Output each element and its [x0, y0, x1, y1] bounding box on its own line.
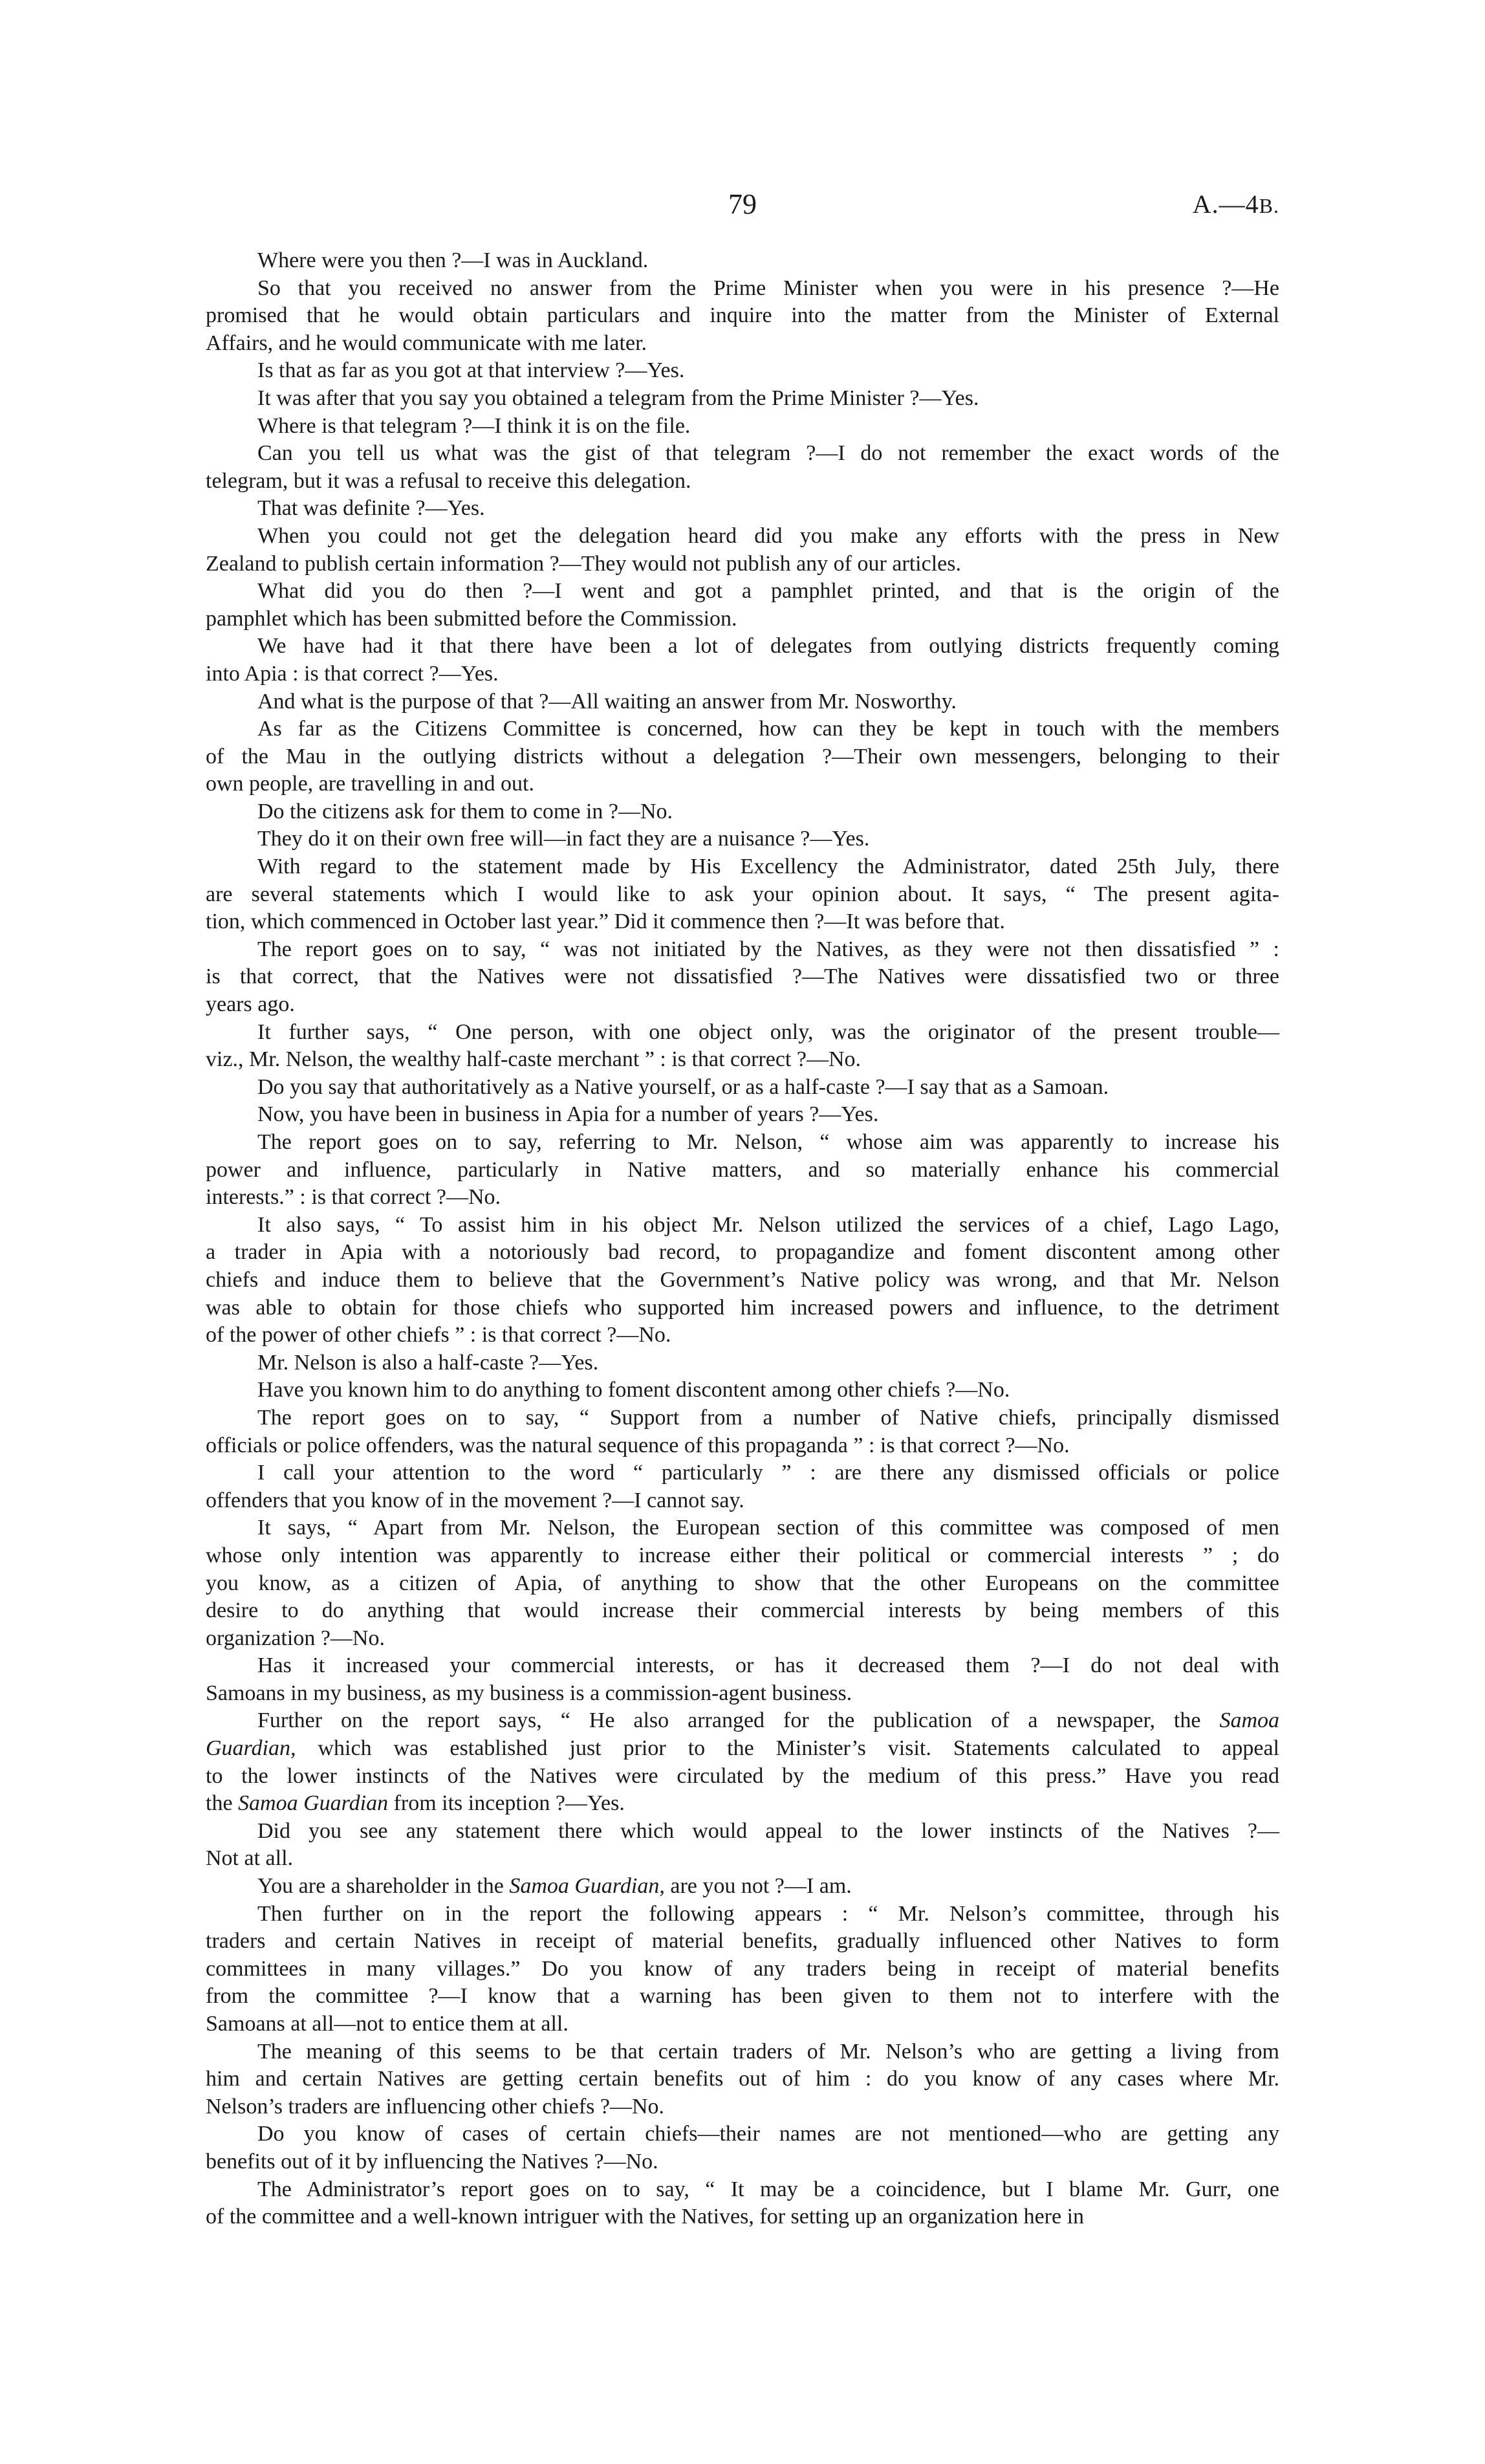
text-line: [206, 1157, 1279, 1184]
text-run: The meaning of this seems to be that certain traders of Mr. Nelson’s who are getting a living from: [257, 2039, 1279, 2064]
paragraph: [206, 357, 1279, 385]
text-run: Has it increased your commercial interests, or has it decreased them ?—I do not deal with: [257, 1653, 1279, 1678]
text-line: [206, 1542, 1279, 1570]
text-line: [206, 2176, 1279, 2204]
text-run: So that you received no answer from the Prime Minister when you were in his presence ?—He: [257, 276, 1279, 300]
text-line: [206, 853, 1279, 881]
text-run: We have had it that there have been a lot of delegates from outlying districts frequently coming: [257, 634, 1279, 659]
paragraph: [206, 1101, 1279, 1129]
text-line: [206, 2066, 1279, 2093]
paragraph: [206, 413, 1279, 441]
text-run: Where is that telegram ?—I think it is on the file.: [257, 413, 691, 438]
paragraph: [206, 688, 1279, 716]
paragraph: [206, 1074, 1279, 1102]
text-run: Mr. Nelson is also a half-caste ?—Yes.: [257, 1350, 599, 1375]
text-run: pamphlet which has been submitted before the Commission.: [206, 606, 737, 631]
text-line: [206, 2038, 1279, 2066]
paragraph: [206, 578, 1279, 633]
text-run: committees in many villages.” Do you know of any traders being in receipt of material benefits: [206, 1956, 1279, 1981]
text-line: [206, 2093, 1279, 2121]
text-line: [206, 247, 1279, 275]
text-run: It further says, “ One person, with one object only, was the originator of the present trouble—: [257, 1019, 1279, 1044]
text-run: It was after that you say you obtained a telegram from the Prime Minister ?—Yes.: [257, 386, 979, 410]
paragraph: [206, 1404, 1279, 1459]
text-line: [206, 1404, 1279, 1432]
text-run: was able to obtain for those chiefs who supported him increased powers and influence, to the detriment: [206, 1295, 1279, 1320]
text-run: interests.” : is that correct ?—No.: [206, 1185, 501, 1210]
text-line: [206, 551, 1279, 578]
text-run: What did you do then ?—I went and got a pamphlet printed, and that is the origin of the: [257, 579, 1279, 604]
text-run: promised that he would obtain particulars and inquire into the matter from the Minister of External: [206, 303, 1279, 328]
paragraph: [206, 1019, 1279, 1074]
text-run: The Administrator’s report goes on to say, “ It may be a coincidence, but I blame Mr. Gurr, one: [257, 2177, 1279, 2201]
paper-reference: [1193, 189, 1279, 219]
text-run: are you not ?—I am.: [664, 1874, 852, 1899]
text-line: [206, 1322, 1279, 1349]
text-run: Then further on in the report the following appears : “ Mr. Nelson’s committee, through his: [257, 1901, 1279, 1926]
text-line: [206, 1514, 1279, 1542]
text-line: [206, 1818, 1279, 1846]
text-run: You are a shareholder in the: [257, 1874, 510, 1899]
text-line: [206, 275, 1279, 303]
text-line: [206, 633, 1279, 660]
text-run: desire to do anything that would increase their commercial interests by being members of this: [206, 1598, 1279, 1623]
text-run: are several statements which I would like to ask your opinion about. It says, “ The present agita-: [206, 882, 1279, 906]
paragraph: [206, 440, 1279, 495]
text-run: benefits out of it by influencing the Natives ?—No.: [206, 2149, 658, 2174]
text-run: traders and certain Natives in receipt of material benefits, gradually influenced other Natives to form: [206, 1929, 1279, 1954]
text-line: [206, 1845, 1279, 1873]
paragraph: [206, 523, 1279, 578]
text-line: [206, 1487, 1279, 1515]
text-line: [206, 1928, 1279, 1956]
paragraph: [206, 1377, 1279, 1404]
paragraph: [206, 247, 1279, 275]
text-run: from its inception ?—Yes.: [388, 1791, 625, 1816]
text-run: Have you known him to do anything to foment discontent among other chiefs ?—No.: [257, 1378, 1010, 1402]
text-line: [206, 1901, 1279, 1928]
text-run: power and influence, particularly in Native matters, and so materially enhance his commercial: [206, 1157, 1279, 1182]
text-line: [206, 578, 1279, 605]
text-run: officials or police offenders, was the natural sequence of this propaganda ” : is that correct ?—No.: [206, 1433, 1070, 1457]
text-line: [206, 1625, 1279, 1653]
text-line: [206, 1349, 1279, 1377]
paragraph: [206, 798, 1279, 826]
text-run: tion, which commenced in October last year.” Did it commence then ?—It was before that.: [206, 910, 1005, 934]
text-line: [206, 1680, 1279, 1708]
text-line: [206, 495, 1279, 523]
paragraph: [206, 495, 1279, 523]
text-run: of the committee and a well-known intriguer with the Natives, for setting up an organization here in: [206, 2205, 1085, 2229]
paragraph: [206, 1514, 1279, 1652]
text-line: [206, 770, 1279, 798]
text-run: Samoans at all—not to entice them at all.: [206, 2012, 569, 2036]
paragraph: [206, 633, 1279, 688]
paragraph: [206, 2121, 1279, 2175]
paragraph: [206, 1901, 1279, 2038]
text-line: [206, 523, 1279, 551]
italic-text: Samoa Guardian: [238, 1791, 389, 1816]
text-run: which was established just prior to the Minister’s visit. Statements calculated to appeal: [296, 1736, 1279, 1761]
italic-text: Samoa Guardian,: [509, 1874, 665, 1899]
text-line: [206, 1184, 1279, 1212]
text-line: [206, 1432, 1279, 1460]
text-line: [206, 825, 1279, 853]
text-run: is that correct, that the Natives were not dissatisfied ?—The Natives were dissatisfied two or three: [206, 965, 1279, 989]
text-run: own people, are travelling in and out.: [206, 772, 534, 796]
page-number: 79: [728, 188, 757, 220]
document-body: [206, 247, 1279, 2231]
text-run: When you could not get the delegation heard did you make any efforts with the press in New: [257, 523, 1279, 548]
text-run: a trader in Apia with a notoriously bad record, to propagandize and foment discontent among other: [206, 1240, 1279, 1265]
text-line: [206, 1570, 1279, 1598]
text-run: into Apia : is that correct ?—Yes.: [206, 661, 499, 686]
text-run: Affairs, and he would communicate with me later.: [206, 331, 647, 355]
italic-text: Samoa: [1219, 1708, 1279, 1733]
text-line: [206, 1074, 1279, 1102]
text-line: [206, 1597, 1279, 1625]
text-run: years ago.: [206, 992, 295, 1017]
text-line: [206, 715, 1279, 743]
paragraph: [206, 1129, 1279, 1212]
text-line: [206, 1019, 1279, 1047]
paragraph: [206, 1707, 1279, 1817]
text-line: [206, 440, 1279, 468]
text-line: [206, 2121, 1279, 2148]
paragraph: [206, 385, 1279, 413]
text-run: from the committee ?—I know that a warning has been given to them not to interfere with the: [206, 1984, 1279, 2009]
paragraph: [206, 936, 1279, 1019]
text-run: to the lower instincts of the Natives were circulated by the medium of this press.” Have you read: [206, 1763, 1279, 1788]
paragraph: [206, 853, 1279, 936]
text-run: Do the citizens ask for them to come in ?—No.: [257, 799, 673, 823]
text-line: [206, 1046, 1279, 1074]
text-line: [206, 1956, 1279, 1983]
text-line: [206, 936, 1279, 964]
text-line: [206, 357, 1279, 385]
paragraph: [206, 2176, 1279, 2231]
text-run: you know, as a citizen of Apia, of anything to show that the other Europeans on the committee: [206, 1571, 1279, 1595]
text-line: [206, 385, 1279, 413]
text-line: [206, 991, 1279, 1019]
text-run: Did you see any statement there which would appeal to the lower instincts of the Natives ?—: [257, 1818, 1279, 1843]
paragraph: [206, 715, 1279, 798]
paragraph: [206, 1212, 1279, 1349]
text-line: [206, 1212, 1279, 1239]
text-line: [206, 798, 1279, 826]
text-run: Do you say that authoritatively as a Native yourself, or as a half-caste ?—I say that as a Samoan.: [257, 1074, 1109, 1099]
paragraph: [206, 1873, 1279, 1901]
text-line: [206, 963, 1279, 991]
text-run: organization ?—No.: [206, 1626, 385, 1650]
paper-reference-suffix: B.: [1259, 194, 1279, 217]
text-line: [206, 330, 1279, 358]
text-line: [206, 302, 1279, 330]
text-line: [206, 1129, 1279, 1157]
text-line: [206, 660, 1279, 688]
paragraph: [206, 1652, 1279, 1707]
text-line: [206, 1735, 1279, 1763]
text-line: [206, 1707, 1279, 1735]
paper-reference-main: A.—4: [1192, 190, 1259, 219]
paragraph: [206, 1818, 1279, 1873]
text-run: The report goes on to say, “ was not initiated by the Natives, as they were not then dissatisfied ” :: [257, 937, 1279, 961]
paragraph: [206, 275, 1279, 358]
text-run: Where were you then ?—I was in Auckland.: [257, 248, 649, 272]
text-line: [206, 688, 1279, 716]
text-run: Can you tell us what was the gist of that telegram ?—I do not remember the exact words of the: [257, 441, 1279, 466]
text-run: of the power of other chiefs ” : is that correct ?—No.: [206, 1323, 671, 1347]
paragraph: [206, 2038, 1279, 2121]
text-run: With regard to the statement made by His Excellency the Administrator, dated 25th July, there: [257, 855, 1279, 879]
text-line: [206, 1873, 1279, 1901]
text-run: viz., Mr. Nelson, the wealthy half-caste merchant ” : is that correct ?—No.: [206, 1047, 862, 1072]
text-run: Do you know of cases of certain chiefs—their names are not mentioned—who are getting any: [257, 2122, 1279, 2146]
text-line: [206, 605, 1279, 633]
text-run: That was definite ?—Yes.: [257, 496, 485, 521]
text-run: It says, “ Apart from Mr. Nelson, the European section of this committee was composed of men: [257, 1516, 1279, 1540]
text-run: And what is the purpose of that ?—All waiting an answer from Mr. Nosworthy.: [257, 689, 957, 714]
text-line: [206, 1763, 1279, 1791]
text-run: whose only intention was apparently to increase either their political or commercial interests ” ; do: [206, 1543, 1279, 1567]
text-run: The report goes on to say, referring to Mr. Nelson, “ whose aim was apparently to increase his: [257, 1130, 1279, 1154]
text-line: [206, 1267, 1279, 1294]
text-run: I call your attention to the word “ particularly ” : are there any dismissed officials or police: [257, 1461, 1279, 1485]
text-run: Further on the report says, “ He also arranged for the publication of a newspaper, the: [257, 1708, 1220, 1733]
text-line: [206, 881, 1279, 909]
text-run: It also says, “ To assist him in his object Mr. Nelson utilized the services of a chief, Lago Lago,: [257, 1212, 1279, 1237]
paragraph: [206, 825, 1279, 853]
text-run: Not at all.: [206, 1846, 294, 1871]
text-line: [206, 743, 1279, 771]
text-run: Zealand to publish certain information ?—They would not publish any of our articles.: [206, 551, 961, 576]
text-line: [206, 2011, 1279, 2038]
text-run: the: [206, 1791, 239, 1816]
text-run: Nelson’s traders are influencing other chiefs ?—No.: [206, 2094, 665, 2119]
text-line: [206, 1790, 1279, 1818]
text-run: Is that as far as you got at that interview ?—Yes.: [257, 358, 685, 383]
text-run: They do it on their own free will—in fact they are a nuisance ?—Yes.: [257, 827, 870, 851]
text-line: [206, 2148, 1279, 2176]
text-run: chiefs and induce them to believe that the Government’s Native policy was wrong, and that Mr. Nelson: [206, 1267, 1279, 1292]
text-line: [206, 908, 1279, 936]
text-line: [206, 1652, 1279, 1680]
text-line: [206, 1377, 1279, 1404]
text-run: The report goes on to say, “ Support from a number of Native chiefs, principally dismissed: [257, 1405, 1279, 1430]
text-run: Samoans in my business, as my business is a commission-agent business.: [206, 1681, 852, 1705]
text-line: [206, 1294, 1279, 1322]
text-run: of the Mau in the outlying districts without a delegation ?—Their own messengers, belonging to their: [206, 744, 1279, 769]
italic-text: Guardian,: [206, 1736, 296, 1761]
text-line: [206, 413, 1279, 441]
text-run: telegram, but it was a refusal to receive this delegation.: [206, 468, 691, 493]
text-line: [206, 1459, 1279, 1487]
text-line: [206, 1983, 1279, 2011]
text-line: [206, 2203, 1279, 2231]
text-line: [206, 1239, 1279, 1267]
text-line: [206, 1101, 1279, 1129]
text-run: offenders that you know of in the movement ?—I cannot say.: [206, 1488, 744, 1512]
text-run: As far as the Citizens Committee is concerned, how can they be kept in touch with the members: [257, 717, 1279, 741]
text-run: Now, you have been in business in Apia for a number of years ?—Yes.: [257, 1102, 879, 1127]
text-run: him and certain Natives are getting certain benefits out of him : do you know of any cases where Mr.: [206, 2067, 1279, 2091]
text-line: [206, 468, 1279, 496]
paragraph: [206, 1349, 1279, 1377]
paragraph: [206, 1459, 1279, 1514]
